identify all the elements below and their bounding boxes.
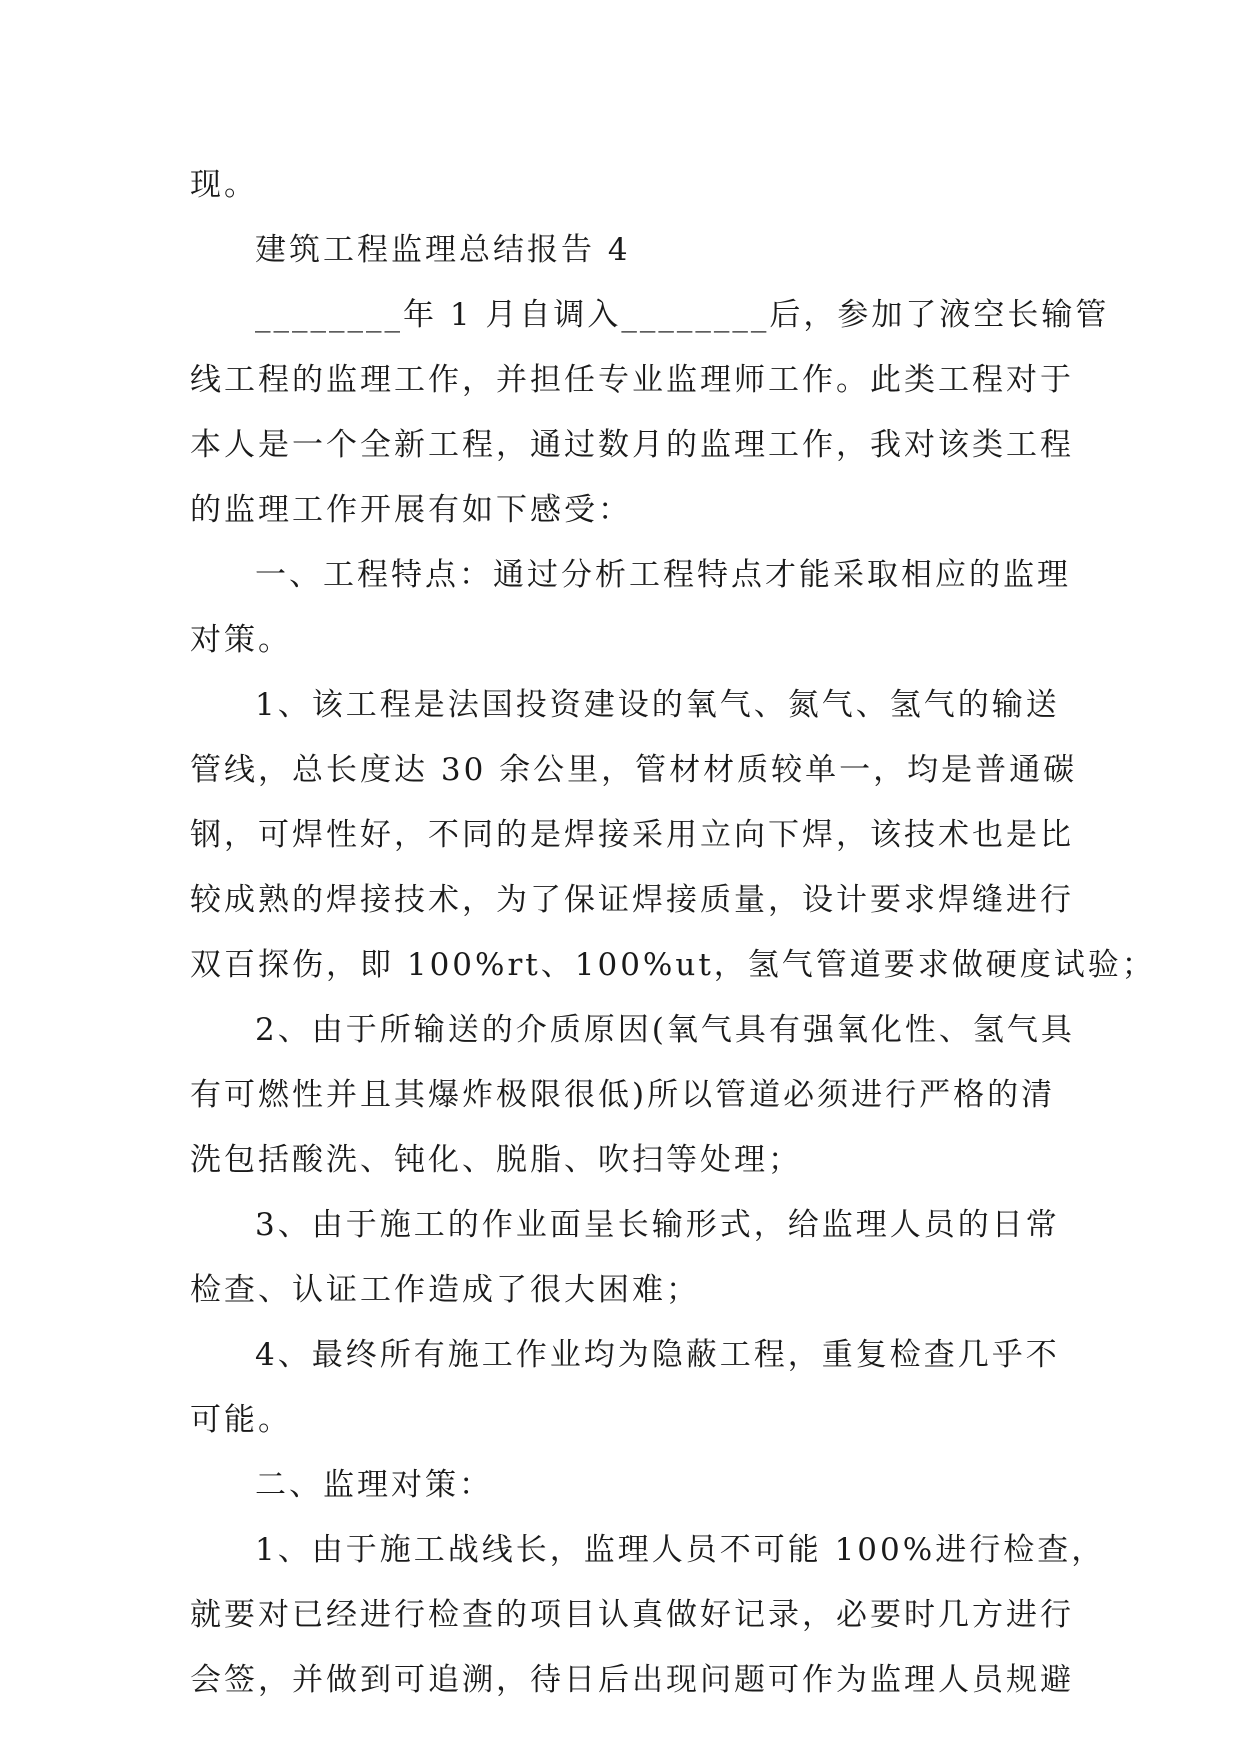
text-line: 可能。: [190, 1402, 292, 1438]
text-line: 有可燃性并且其爆炸极限很低)所以管道必须进行严格的清: [190, 1077, 1056, 1113]
text-line: 现。: [190, 167, 258, 203]
text-line: 4、最终所有施工作业均为隐蔽工程，重复检查几乎不: [255, 1337, 1060, 1373]
text-line: 就要对已经进行检查的项目认真做好记录，必要时几方进行: [190, 1597, 1074, 1633]
text-line: 较成熟的焊接技术，为了保证焊接质量，设计要求焊缝进行: [190, 882, 1074, 918]
text-line: ________年 1 月自调入________后，参加了液空长输管: [255, 297, 1110, 333]
text-line: 3、由于施工的作业面呈长输形式，给监理人员的日常: [255, 1207, 1060, 1243]
text-line: 线工程的监理工作，并担任专业监理师工作。此类工程对于: [190, 362, 1074, 398]
section-heading: 二、监理对策：: [255, 1467, 493, 1503]
text-line: 的监理工作开展有如下感受：: [190, 492, 632, 528]
text-line: 管线，总长度达 30 余公里，管材材质较单一，均是普通碳: [190, 752, 1078, 788]
text-line: 洗包括酸洗、钝化、脱脂、吹扫等处理；: [190, 1142, 802, 1178]
document-body: [190, 153, 1156, 1713]
text-line: 1、该工程是法国投资建设的氧气、氮气、氢气的输送: [255, 687, 1060, 723]
text-line: 双百探伤，即 100%rt、100%ut，氢气管道要求做硬度试验；: [190, 947, 1156, 983]
text-line: 检查、认证工作造成了很大困难；: [190, 1272, 700, 1308]
text-line: 会签，并做到可追溯，待日后出现问题可作为监理人员规避: [190, 1662, 1074, 1698]
text-line: 对策。: [190, 622, 292, 658]
text-line: 钢，可焊性好，不同的是焊接采用立向下焊，该技术也是比: [190, 817, 1074, 853]
text-line: 一、工程特点：通过分析工程特点才能采取相应的监理: [255, 557, 1071, 593]
text-line: 1、由于施工战线长，监理人员不可能 100%进行检查，: [255, 1532, 1106, 1568]
text-line: 2、由于所输送的介质原因(氧气具有强氧化性、氢气具: [255, 1012, 1075, 1048]
section-heading: 建筑工程监理总结报告 4: [255, 232, 631, 268]
text-line: 本人是一个全新工程，通过数月的监理工作，我对该类工程: [190, 427, 1074, 463]
